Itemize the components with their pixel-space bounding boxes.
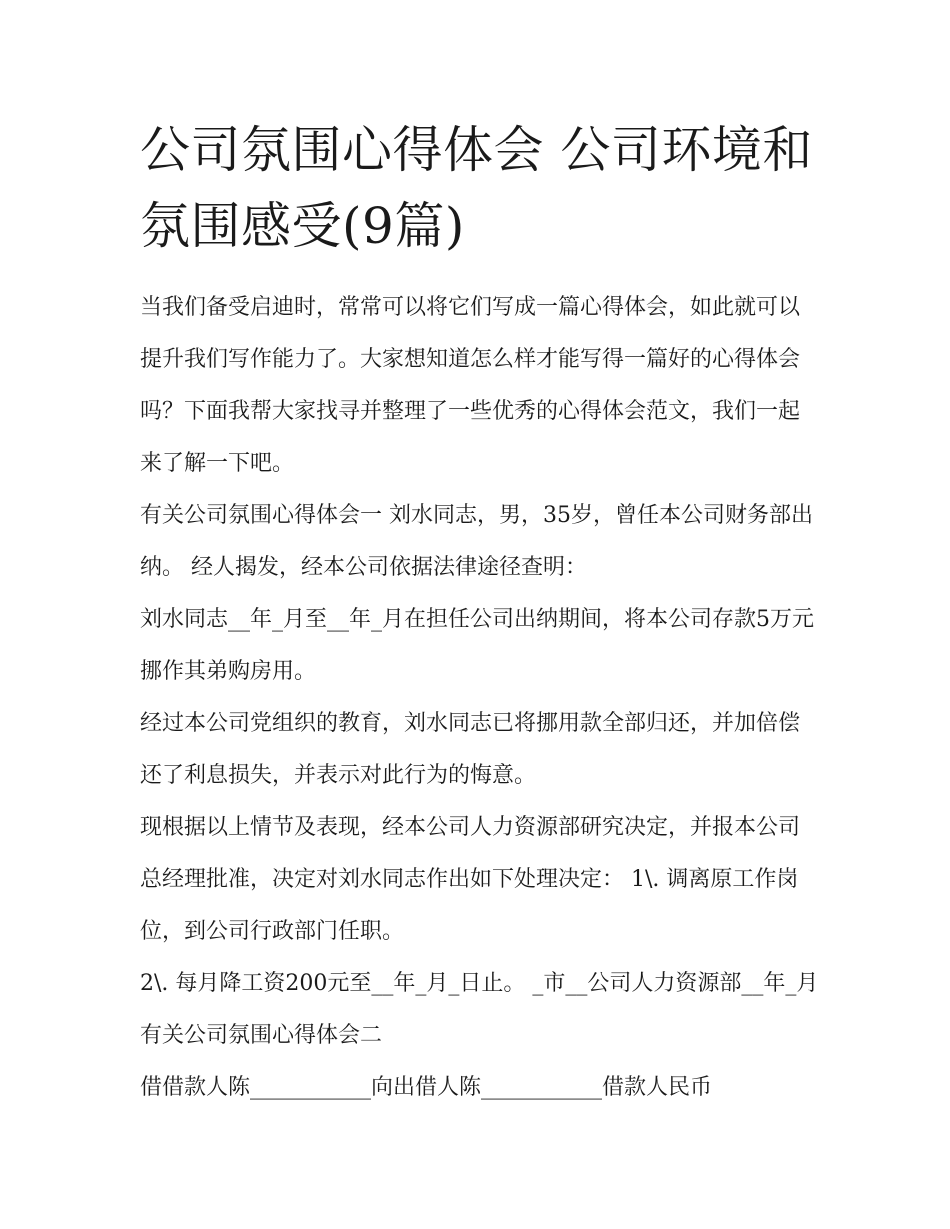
paragraph-loan: 借借款人陈___________向出借人陈___________借款人民币	[140, 1075, 713, 1100]
paragraph-section-one: 有关公司氛围心得体会一 刘水同志，男，35岁，曾任本公司财务部出纳。 经人揭发，经本公司依据法律途径查明：	[140, 503, 813, 580]
document-title: 公司氛围心得体会 公司环境和氛围感受(9篇)	[140, 121, 813, 255]
paragraph-decision: 现根据以上情节及表现，经本公司人力资源部研究决定，并报本公司总经理批准，决定对刘水同志作出如下处理决定： 1\. 调离原工作岗位，到公司行政部门任职。	[140, 815, 801, 944]
document-body	[140, 282, 820, 1114]
paragraph-repayment: 经过本公司党组织的教育，刘水同志已将挪用款全部归还，并加倍偿还了利息损失，并表示对此行为的悔意。	[140, 711, 801, 788]
paragraph-intro: 当我们备受启迪时，常常可以将它们写成一篇心得体会，如此就可以提升我们写作能力了。大家想知道怎么样才能写得一篇好的心得体会吗？下面我帮大家找寻并整理了一些优秀的心得体会范文，我们一起来了解一下吧。	[140, 295, 801, 476]
paragraph-misappropriation: 刘水同志__年_月至__年_月在担任公司出纳期间，将本公司存款5万元挪作其弟购房用。	[140, 607, 814, 684]
paragraph-salary-cut: 2\. 每月降工资200元至__年_月_日止。 _市__公司人力资源部__年_月 有关公司氛围心得体会二	[140, 971, 819, 1048]
